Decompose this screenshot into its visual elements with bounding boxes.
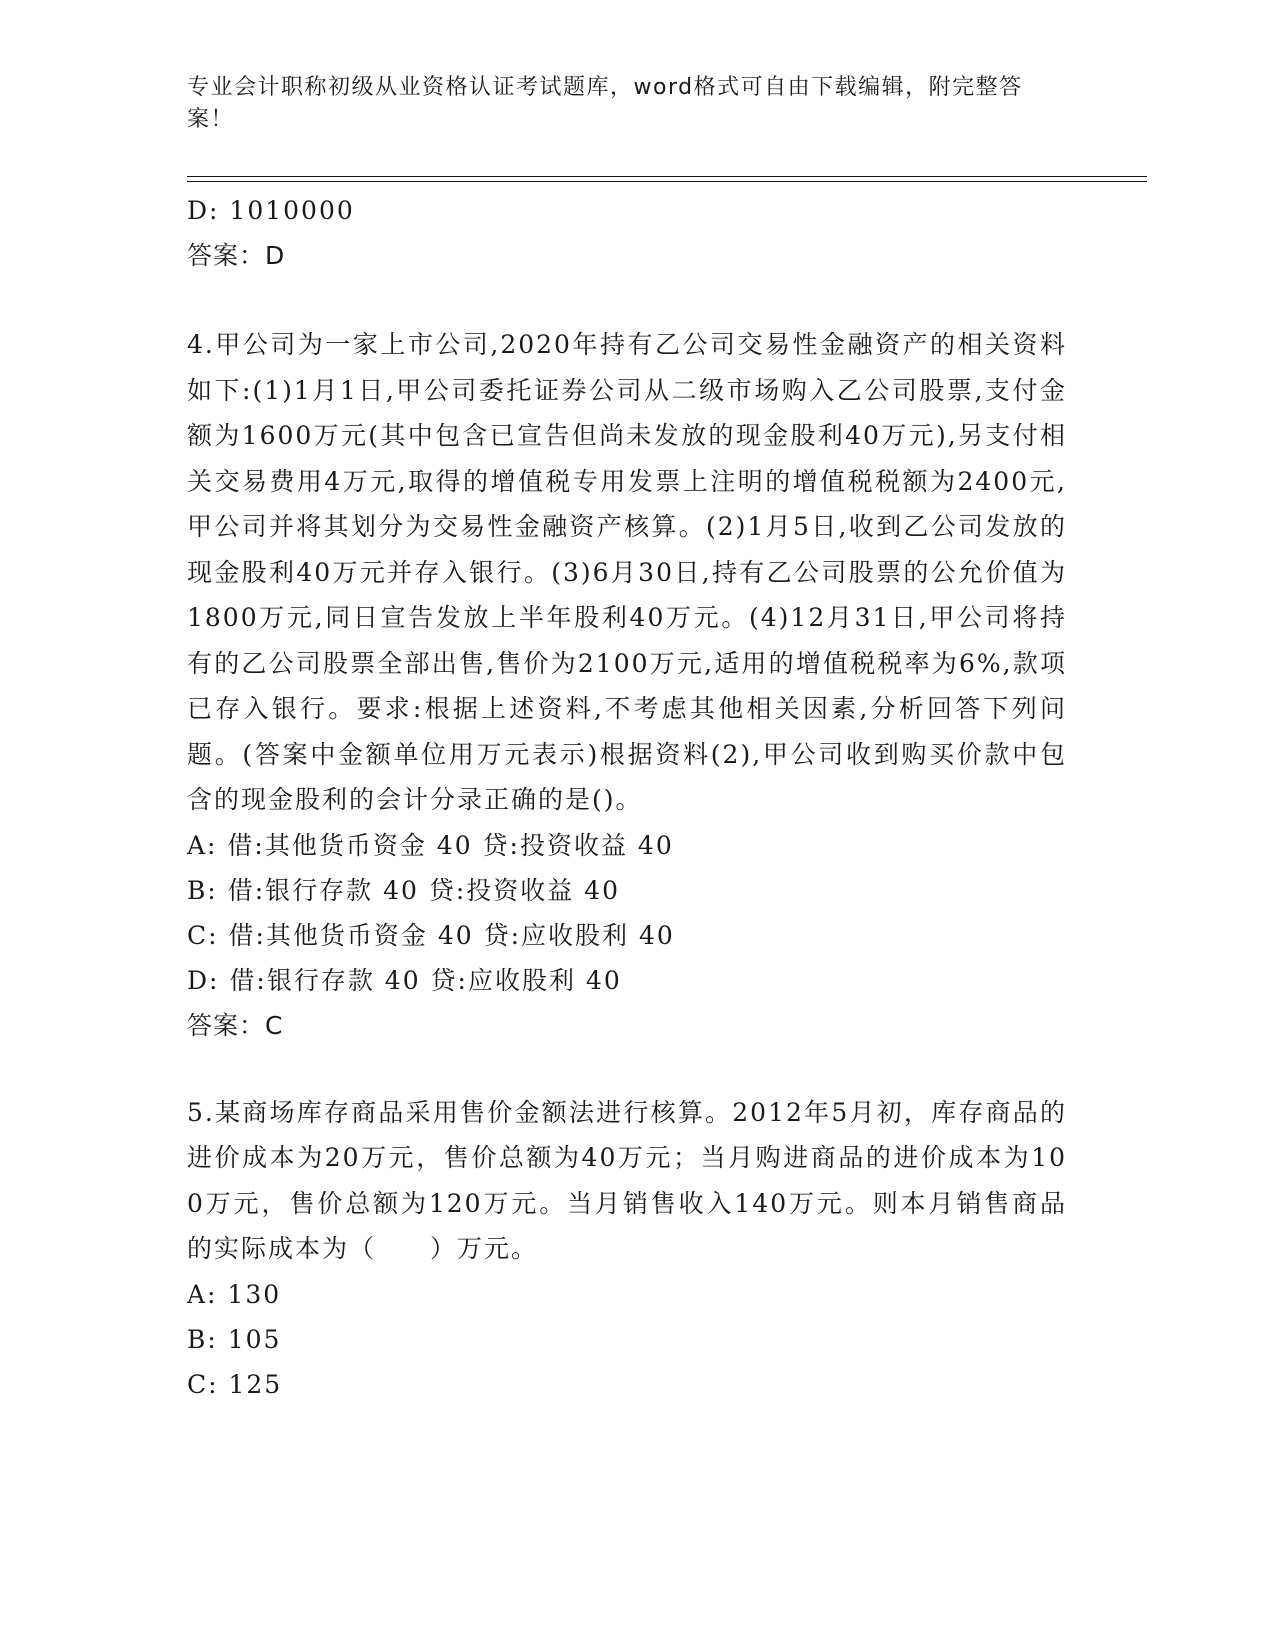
header-rule-bottom <box>187 181 1147 182</box>
question-4-option-c: C: 借:其他货币资金 40 贷:应收股利 40 <box>187 920 675 950</box>
question-5-option-c: C: 125 <box>187 1369 283 1399</box>
question-4-answer: 答案：C <box>187 1010 284 1040</box>
header-rule-top <box>187 176 1147 177</box>
prev-answer: 答案：D <box>187 241 286 270</box>
question-4-option-b: B: 借:银行存款 40 贷:投资收益 40 <box>187 875 621 905</box>
spacer <box>187 278 1077 322</box>
question-4-option-a: A: 借:其他货币资金 40 贷:投资收益 40 <box>187 830 674 860</box>
question-4-option-d: D: 借:银行存款 40 贷:应收股利 40 <box>187 965 622 995</box>
prev-option-d: D: 1010000 <box>187 196 355 225</box>
question-content <box>187 188 1077 1407</box>
question-5-stem: 5.某商场库存商品采用售价金额法进行核算。2012年5月初，库存商品的进价成本为20万元，售价总额为40万元；当月购进商品的进价成本为100万元，售价总额为120万元。当月销售收入140万元。则本月销售商品的实际成本为（ ）万元。 <box>187 1097 1067 1263</box>
question-5-option-b: B: 105 <box>187 1324 282 1354</box>
spacer <box>187 1048 1077 1090</box>
question-4-stem: 4.甲公司为一家上市公司,2020年持有乙公司交易性金融资产的相关资料如下:(1)1月1日,甲公司委托证券公司从二级市场购入乙公司股票,支付金额为1600万元(其中包含已宣告但尚未发放的现金股利40万元),另支付相关交易费用4万元,取得的增值税专用发票上注明的增值税税额为2400元,甲公司并将其划分为交易性金融资产核算。(2)1月5日,收到乙公司发放的现金股利40万元并存入银行。(3)6月30日,持有乙公司股票的公允价值为1800万元,同日宣告发放上半年股利40万元。(4)12月31日,甲公司将持有的乙公司股票全部出售,售价为2100万元,适用的增值税税率为6%,款项已存入银行。要求:根据上述资料,不考虑其他相关因素,分析回答下列问题。(答案中金额单位用万元表示)根据资料(2),甲公司收到购买价款中包含的现金股利的会计分录正确的是()。 <box>187 330 1067 814</box>
question-5-option-a: A: 130 <box>187 1279 282 1309</box>
page-header: 专业会计职称初级从业资格认证考试题库，word格式可自由下载编辑，附完整答案！ <box>187 75 1023 132</box>
